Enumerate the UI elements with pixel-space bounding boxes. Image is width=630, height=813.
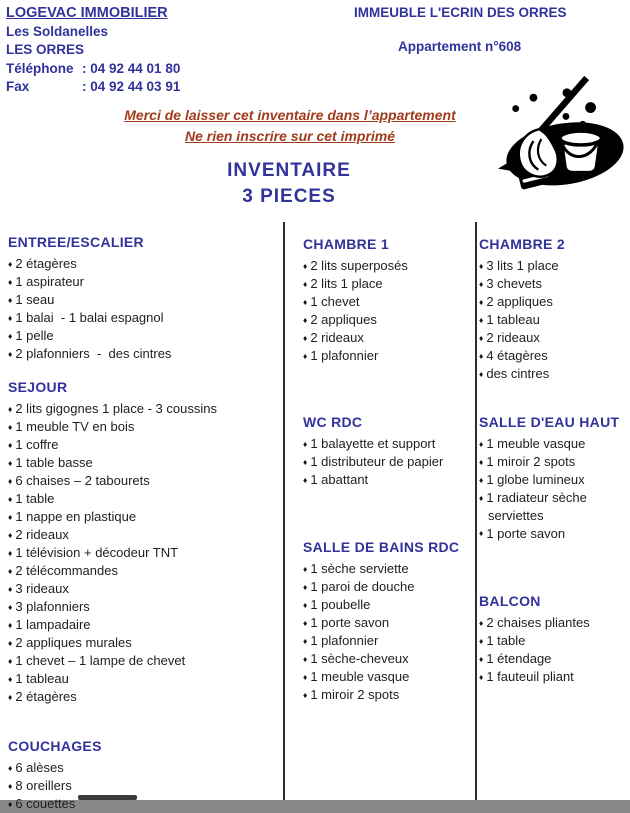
bullet-diamond-icon: ♦ [479,528,484,538]
list-item [303,668,473,686]
section-title: COUCHAGES [8,738,102,754]
notice-line-2: Ne rien inscrire sur cet imprimé [184,127,396,144]
list-item [8,273,280,291]
bullet-diamond-icon: ♦ [8,276,13,287]
list-item [8,400,280,418]
list-item-label: 1 table [15,491,55,506]
bullet-diamond-icon: ♦ [8,601,13,612]
bullet-diamond-icon: ♦ [479,474,484,485]
bullet-diamond-icon: ♦ [303,474,308,485]
list-item-label: 1 meuble vasque [486,436,586,451]
list-item [8,508,280,526]
list-item-label: 2 appliques [486,294,553,309]
list-item [479,275,629,293]
list-item-label: 1 tableau [486,312,540,327]
list-item [8,670,280,688]
list-item [303,293,473,311]
list-item [479,435,629,453]
section-title: CHAMBRE 1 [303,236,389,252]
list-item [479,471,629,489]
list-item-label: 1 meuble vasque [310,669,410,684]
list-item-label: 3 lits 1 place [486,258,559,273]
list-item [8,580,280,598]
bullet-diamond-icon: ♦ [479,438,484,449]
column-left [8,0,280,811]
list-item-label: 1 sèche-cheveux [310,651,409,666]
list-item-label: 1 sèche serviette [310,561,409,576]
inventory-section [8,737,280,813]
list-item [303,614,473,632]
list-item-label: 2 lits superposés [310,258,408,273]
inventory-section [479,592,629,686]
list-item [8,418,280,436]
bullet-diamond-icon: ♦ [479,260,484,271]
bullet-diamond-icon: ♦ [303,278,308,289]
bullet-diamond-icon: ♦ [8,511,13,522]
list-item [303,347,473,365]
bullet-diamond-icon: ♦ [303,296,308,307]
list-item-label: 1 fauteuil pliant [486,669,574,684]
bullet-diamond-icon: ♦ [303,617,308,628]
list-item-label: 8 oreillers [15,778,72,793]
bullet-diamond-icon: ♦ [8,583,13,594]
bullet-diamond-icon: ♦ [303,563,308,574]
list-item [303,650,473,668]
list-item [479,365,629,383]
inventory-section [479,413,629,543]
list-item [8,490,280,508]
list-item [8,327,280,345]
bullet-diamond-icon: ♦ [479,350,484,361]
section-title: CHAMBRE 2 [479,236,565,252]
phone-number: 04 92 44 01 80 [90,60,181,76]
list-item-label: 6 alèses [15,760,64,775]
bullet-diamond-icon: ♦ [479,368,484,379]
list-item-label: 1 radiateur sèche serviettes [486,490,591,523]
list-item-label: 1 coffre [15,437,59,452]
agency-name: LOGEVAC IMMOBILIER [6,5,168,21]
list-item [8,634,280,652]
agency-residence: Les Soldanelles [6,23,109,39]
list-item-label: 1 miroir 2 spots [310,687,400,702]
list-item [479,453,629,471]
bullet-diamond-icon: ♦ [8,403,13,414]
bullet-diamond-icon: ♦ [303,314,308,325]
column-right [479,0,629,800]
inventory-section [479,235,629,383]
list-item [479,632,629,650]
bullet-diamond-icon: ♦ [303,456,308,467]
list-item-label: 3 plafonniers [15,599,90,614]
list-item [8,291,280,309]
bullet-diamond-icon: ♦ [303,635,308,646]
phone-colon: : [82,60,91,76]
bullet-diamond-icon: ♦ [8,780,13,791]
bullet-diamond-icon: ♦ [303,438,308,449]
list-item [479,311,629,329]
list-item-label: 2 chaises pliantes [486,615,590,630]
list-item [303,471,473,489]
bullet-diamond-icon: ♦ [8,457,13,468]
list-item [479,525,629,543]
bullet-diamond-icon: ♦ [479,332,484,343]
list-item-label: 1 abattant [310,472,369,487]
list-item-label: 2 étagères [15,689,77,704]
agency-city: LES ORRES [6,42,85,58]
bullet-diamond-icon: ♦ [303,332,308,343]
fax-colon: : [82,79,91,95]
bullet-diamond-icon: ♦ [303,581,308,592]
column-middle [303,0,473,800]
bullet-diamond-icon: ♦ [8,439,13,450]
inventory-section [8,378,280,706]
apartment-number: Appartement n°608 [398,39,522,54]
list-item-label: 2 rideaux [310,330,364,345]
column-divider-left [283,222,285,800]
list-item [479,489,629,525]
list-item [8,309,280,327]
list-item-label: 1 télévision + décodeur TNT [15,545,179,560]
page-title-line-1: INVENTAIRE [227,160,351,181]
bullet-diamond-icon: ♦ [8,619,13,630]
inventory-section [303,538,473,704]
list-item [303,435,473,453]
list-item [8,454,280,472]
list-item-label: 2 appliques murales [15,635,132,650]
list-item [8,652,280,670]
list-item [8,759,280,777]
list-item-label: 1 table basse [15,455,93,470]
list-item-label: 1 nappe en plastique [15,509,137,524]
phone-label: Téléphone [6,60,74,76]
section-title: WC RDC [303,414,363,430]
list-item-label: 2 lits 1 place [310,276,383,291]
list-item [303,257,473,275]
bullet-diamond-icon: ♦ [8,493,13,504]
section-title: SALLE D'EAU HAUT [479,414,620,430]
section-title: SEJOUR [8,379,68,395]
list-item-label: 1 tableau [15,671,69,686]
list-item-label: 2 étagères [15,256,77,271]
list-item [303,311,473,329]
bullet-diamond-icon: ♦ [8,421,13,432]
list-item-label: 1 porte savon [310,615,390,630]
list-item-label: des cintres [486,366,550,381]
section-title: SALLE DE BAINS RDC [303,539,460,555]
bullet-diamond-icon: ♦ [303,689,308,700]
list-item [8,616,280,634]
list-item-label: 1 seau [15,292,55,307]
section-title: ENTREE/ESCALIER [8,234,144,250]
list-item [8,598,280,616]
bullet-diamond-icon: ♦ [303,260,308,271]
list-item-label: 1 lampadaire [15,617,91,632]
list-item [303,632,473,650]
bullet-diamond-icon: ♦ [8,691,13,702]
bullet-diamond-icon: ♦ [8,565,13,576]
list-item-label: 1 meuble TV en bois [15,419,135,434]
bullet-diamond-icon: ♦ [8,258,13,269]
building-name: IMMEUBLE L'ECRIN DES ORRES [354,5,567,20]
list-item [8,255,280,273]
list-item-label: 1 pelle [15,328,54,343]
list-item-label: 1 balayette et support [310,436,436,451]
bullet-diamond-icon: ♦ [8,348,13,359]
bullet-diamond-icon: ♦ [8,637,13,648]
section-title: BALCON [479,593,541,609]
list-item-label: 1 plafonnier [310,633,379,648]
list-item [8,472,280,490]
clipped-text-fragment [78,795,137,800]
list-item-label: 2 appliques [310,312,377,327]
list-item [303,560,473,578]
bullet-diamond-icon: ♦ [8,762,13,773]
bullet-diamond-icon: ♦ [479,635,484,646]
notice-line-1: Merci de laisser cet inventaire dans l’appartement [124,107,456,123]
list-item-label: 2 télécommandes [15,563,118,578]
fax-label: Fax [6,79,30,95]
inventory-section [303,235,473,365]
list-item [8,345,280,363]
bullet-diamond-icon: ♦ [8,312,13,323]
list-item-label: 1 balai - 1 balai espagnol [15,310,164,325]
list-item [479,650,629,668]
bullet-diamond-icon: ♦ [8,330,13,341]
list-item-label: 1 porte savon [486,525,566,541]
list-item [8,436,280,454]
bullet-diamond-icon: ♦ [479,296,484,307]
column-divider-right [475,222,477,800]
list-item [303,275,473,293]
list-item-label: 1 poubelle [310,597,371,612]
bullet-diamond-icon: ♦ [8,294,13,305]
list-item-label: 6 chaises – 2 tabourets [15,473,150,488]
bullet-diamond-icon: ♦ [479,492,484,503]
list-item [303,453,473,471]
list-item-label: 2 lits gigognes 1 place - 3 coussins [15,401,217,416]
list-item [303,329,473,347]
bullet-diamond-icon: ♦ [479,671,484,682]
bullet-diamond-icon: ♦ [479,653,484,664]
list-item [303,578,473,596]
bullet-diamond-icon: ♦ [8,798,13,809]
list-item-label: 6 couettes [15,796,76,811]
bullet-diamond-icon: ♦ [8,475,13,486]
list-item [8,777,280,795]
list-item-label: 1 aspirateur [15,274,84,289]
page-title-line-2: 3 PIECES [242,186,336,207]
fax-number: 04 92 44 03 91 [90,79,181,95]
list-item [479,614,629,632]
bullet-diamond-icon: ♦ [303,350,308,361]
list-item-label: 1 chevet – 1 lampe de chevet [15,653,186,668]
list-item [8,526,280,544]
list-item-label: 1 table [486,633,526,648]
bullet-diamond-icon: ♦ [479,456,484,467]
bullet-diamond-icon: ♦ [303,653,308,664]
bullet-diamond-icon: ♦ [303,671,308,682]
list-item-label: 3 chevets [486,276,542,291]
list-item [8,688,280,706]
bullet-diamond-icon: ♦ [8,529,13,540]
bullet-diamond-icon: ♦ [479,278,484,289]
list-item [479,668,629,686]
list-item [8,544,280,562]
list-item [8,795,280,813]
list-item-label: 1 étendage [486,651,552,666]
list-item-label: 4 étagères [486,348,548,363]
list-item [479,329,629,347]
list-item-label: 1 distributeur de papier [310,454,444,469]
list-item [479,347,629,365]
list-item-label: 1 plafonnier [310,348,379,363]
bullet-diamond-icon: ♦ [479,314,484,325]
bullet-diamond-icon: ♦ [8,547,13,558]
list-item [8,562,280,580]
list-item-label: 2 rideaux [15,527,69,542]
bullet-diamond-icon: ♦ [8,655,13,666]
inventory-section [8,233,280,363]
list-item-label: 1 globe lumineux [486,472,585,487]
list-item [479,257,629,275]
list-item [479,293,629,311]
list-item-label: 3 rideaux [15,581,69,596]
list-item [303,686,473,704]
list-item-label: 1 chevet [310,294,360,309]
list-item-label: 1 miroir 2 spots [486,454,576,469]
list-item [303,596,473,614]
bullet-diamond-icon: ♦ [8,673,13,684]
list-item-label: 1 paroi de douche [310,579,415,594]
bullet-diamond-icon: ♦ [479,617,484,628]
list-item-label: 2 plafonniers - des cintres [15,346,172,361]
bullet-diamond-icon: ♦ [303,599,308,610]
inventory-section [303,413,473,489]
list-item-label: 2 rideaux [486,330,540,345]
